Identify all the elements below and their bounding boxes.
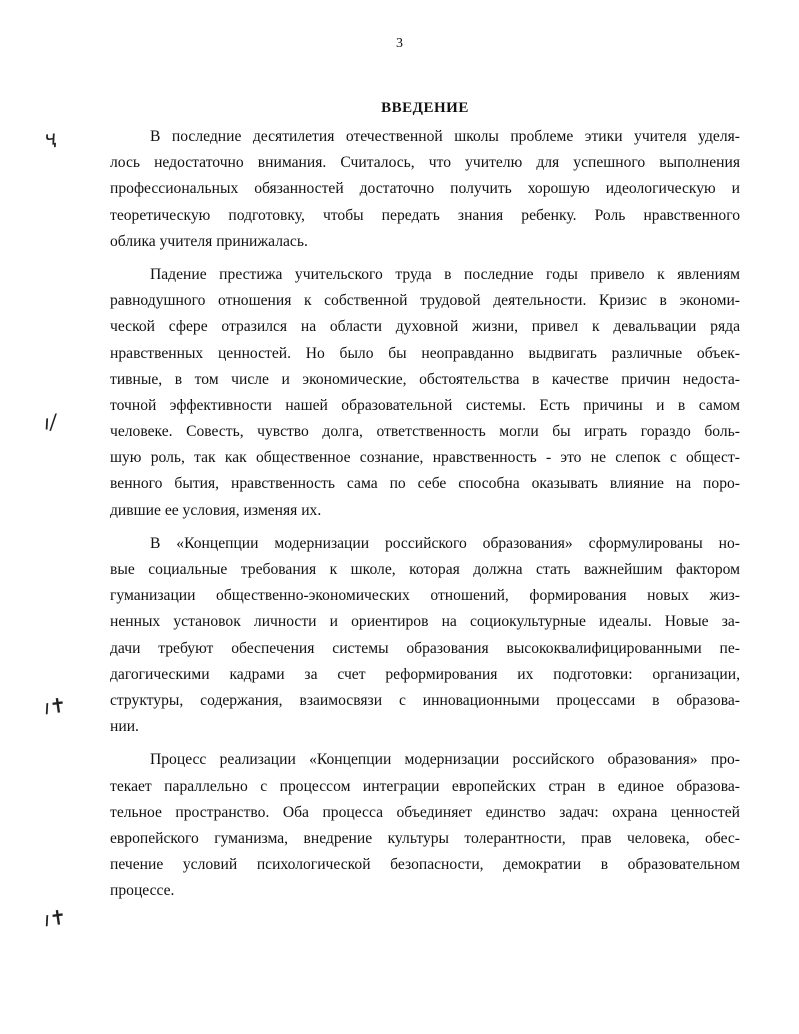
text-line: человеке. Совесть, чувство долга, ответственность могли бы играть гораздо боль- — [110, 423, 740, 441]
text-line: В последние десятилетия отечественной школы проблеме этики учителя уделя- — [150, 128, 740, 145]
text-line: дачи требуют обеспечения системы образования высококвалифицированными пе- — [110, 639, 740, 657]
text-line: ненных установок личности и ориентиров на социокультурные идеалы. Новые за- — [110, 613, 740, 631]
page-number: 3 — [396, 36, 403, 51]
text-line: Процесс реализации «Концепции модернизации российского образования» про- — [150, 751, 740, 769]
text-line: В «Концепции модернизации российского образования» сформулированы но- — [150, 534, 740, 552]
text-line: европейского гуманизма, внедрение культуры толерантности, прав человека, обес- — [110, 829, 740, 847]
text-line: ческой сфере отразился на области духовной жизни, привел к девальвации ряда — [110, 318, 740, 336]
paragraph — [110, 747, 740, 904]
paragraph — [110, 262, 740, 524]
text-line: профессиональных обязанностей достаточно получить хорошую идеологическую и — [110, 180, 740, 198]
text-line: гуманизации общественно-экономических отношений, формирования новых жиз- — [110, 587, 740, 605]
text-line: процессе. — [110, 882, 175, 900]
text-line: точной эффективности нашей образовательной системы. Есть причины и в самом — [110, 396, 740, 414]
text-line: тельное пространство. Оба процесса объединяет единство задач: охрана ценностей — [110, 803, 740, 821]
text-line: нии. — [110, 718, 139, 736]
text-line: шую роль, так как общественное сознание, нравственность - это не слепок с общест- — [110, 449, 740, 467]
text-line: равнодушного отношения к собственной трудовой деятельности. Кризис в экономи- — [110, 292, 740, 310]
text-line: нравственных ценностей. Но было бы неоправданно выдвигать различные объек- — [110, 344, 740, 362]
text-line: текает параллельно с процессом интеграции европейских стран в единое образова- — [110, 777, 740, 795]
text-line: вые социальные требования к школе, которая должна стать важнейшим фактором — [110, 561, 740, 578]
margin-mark-1: ҷ — [42, 125, 58, 151]
text-line: тивные, в том числе и экономические, обстоятельства в качестве причин недоста- — [110, 370, 740, 388]
margin-mark-3: ı✝ — [42, 692, 68, 720]
margin-mark-4: ı✝ — [42, 904, 68, 932]
section-heading: ВВЕДЕНИЕ — [381, 100, 469, 116]
text-line: печение условий психологической безопасности, демократии в образовательном — [110, 856, 740, 874]
text-line: дившие ее условия, изменяя их. — [110, 501, 322, 519]
paragraph — [110, 531, 740, 741]
text-line: структуры, содержания, взаимосвязи с инновационными процессами в образова- — [110, 691, 740, 709]
text-line: теоретическую подготовку, чтобы передать знания ребенку. Роль нравственного — [110, 206, 740, 224]
text-line: венного бытия, нравственность сама по себе способна оказывать влияние на поро- — [110, 475, 740, 493]
text-line: лось недостаточно внимания. Считалось, что учителю для успешного выполнения — [110, 154, 740, 172]
paragraph — [110, 124, 740, 255]
text-line: Падение престижа учительского труда в последние годы привело к явлениям — [150, 265, 740, 283]
body-text — [110, 124, 740, 904]
text-line: облика учителя принижалась. — [110, 232, 308, 250]
text-line: дагогическими кадрами за счет реформирования их подготовки: организации, — [110, 665, 740, 683]
margin-mark-2: ı/ — [42, 409, 58, 435]
